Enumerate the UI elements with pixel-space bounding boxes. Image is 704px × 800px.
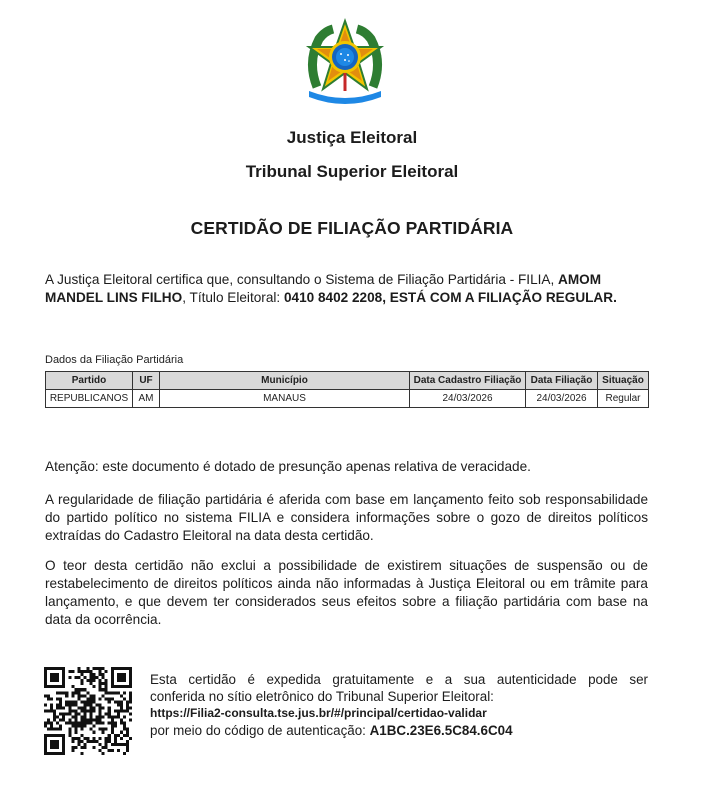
col-header-data-cadastro: Data Cadastro Filiação xyxy=(410,372,526,390)
certification-intro: A Justiça Eleitoral certifica que, consultando o Sistema de Filiação Partidária - FILIA, xyxy=(45,272,559,287)
cell-partido: REPUBLICANOS xyxy=(46,390,133,408)
attention-notice: Atenção: este documento é dotado de presunção apenas relativa de veracidade. xyxy=(45,459,531,474)
affiliation-status: , ESTÁ COM A FILIAÇÃO REGULAR. xyxy=(382,290,617,305)
table-row xyxy=(46,390,649,408)
brazil-coat-of-arms-icon xyxy=(303,17,387,105)
regularity-notice: A regularidade de filiação partidária é aferida com base em lançamento feito sob responsabilidade do partido político no sistema FILIA e considera informações sobre o gozo de direitos políticos extraídas do Cadastro Eleitoral na data desta certidão. xyxy=(45,492,648,543)
voter-name: AMOM MANDEL LINS FILHO xyxy=(45,272,602,305)
validation-url-link[interactable]: https://Filia2-consulta.tse.jus.br/#/principal/certidao-validar xyxy=(150,706,487,720)
title-label: , Título Eleitoral: xyxy=(182,290,284,305)
voter-title-number: 0410 8402 2208 xyxy=(283,290,383,305)
affiliation-table xyxy=(45,371,649,408)
table-caption: Dados da Filiação Partidária xyxy=(45,354,184,366)
cell-data-filiacao: 24/03/2026 xyxy=(526,390,598,408)
auth-code: A1BC.23E6.5C84.6C04 xyxy=(369,723,513,738)
col-header-data-filiacao: Data Filiação xyxy=(526,372,598,390)
authenticity-notice xyxy=(150,671,648,739)
cell-situacao: Regular xyxy=(598,390,649,408)
document-title: CERTIDÃO DE FILIAÇÃO PARTIDÁRIA xyxy=(190,218,514,238)
content-notice: O teor desta certidão não exclui a possibilidade de existirem situações de suspensão ou de restabelecimento de direitos políticos ainda não informadas à Justiça Eleitoral ou em trâmite para lançamento, e que devem ter considerados seus efeitos sobre a filiação partidária com base na data da ocorrência. xyxy=(45,558,648,627)
court-name: Tribunal Superior Eleitoral xyxy=(245,162,459,181)
qr-code-icon[interactable] xyxy=(44,667,132,755)
cell-data-cadastro: 24/03/2026 xyxy=(410,390,526,408)
table-header-row xyxy=(46,372,649,390)
certification-statement xyxy=(45,271,648,307)
col-header-uf: UF xyxy=(133,372,160,390)
col-header-partido: Partido xyxy=(46,372,133,390)
authenticity-line2: conferida no sítio eletrônico do Tribunal Superior Eleitoral: xyxy=(150,689,494,704)
auth-code-label: por meio do código de autenticação: xyxy=(150,723,370,738)
col-header-municipio: Município xyxy=(160,372,410,390)
authenticity-line1: Esta certidão é expedida gratuitamente e a sua autenticidade pode ser xyxy=(150,672,648,687)
col-header-situacao: Situação xyxy=(598,372,649,390)
cell-uf: AM xyxy=(133,390,160,408)
org-name: Justiça Eleitoral xyxy=(286,128,418,147)
cell-municipio: MANAUS xyxy=(160,390,410,408)
